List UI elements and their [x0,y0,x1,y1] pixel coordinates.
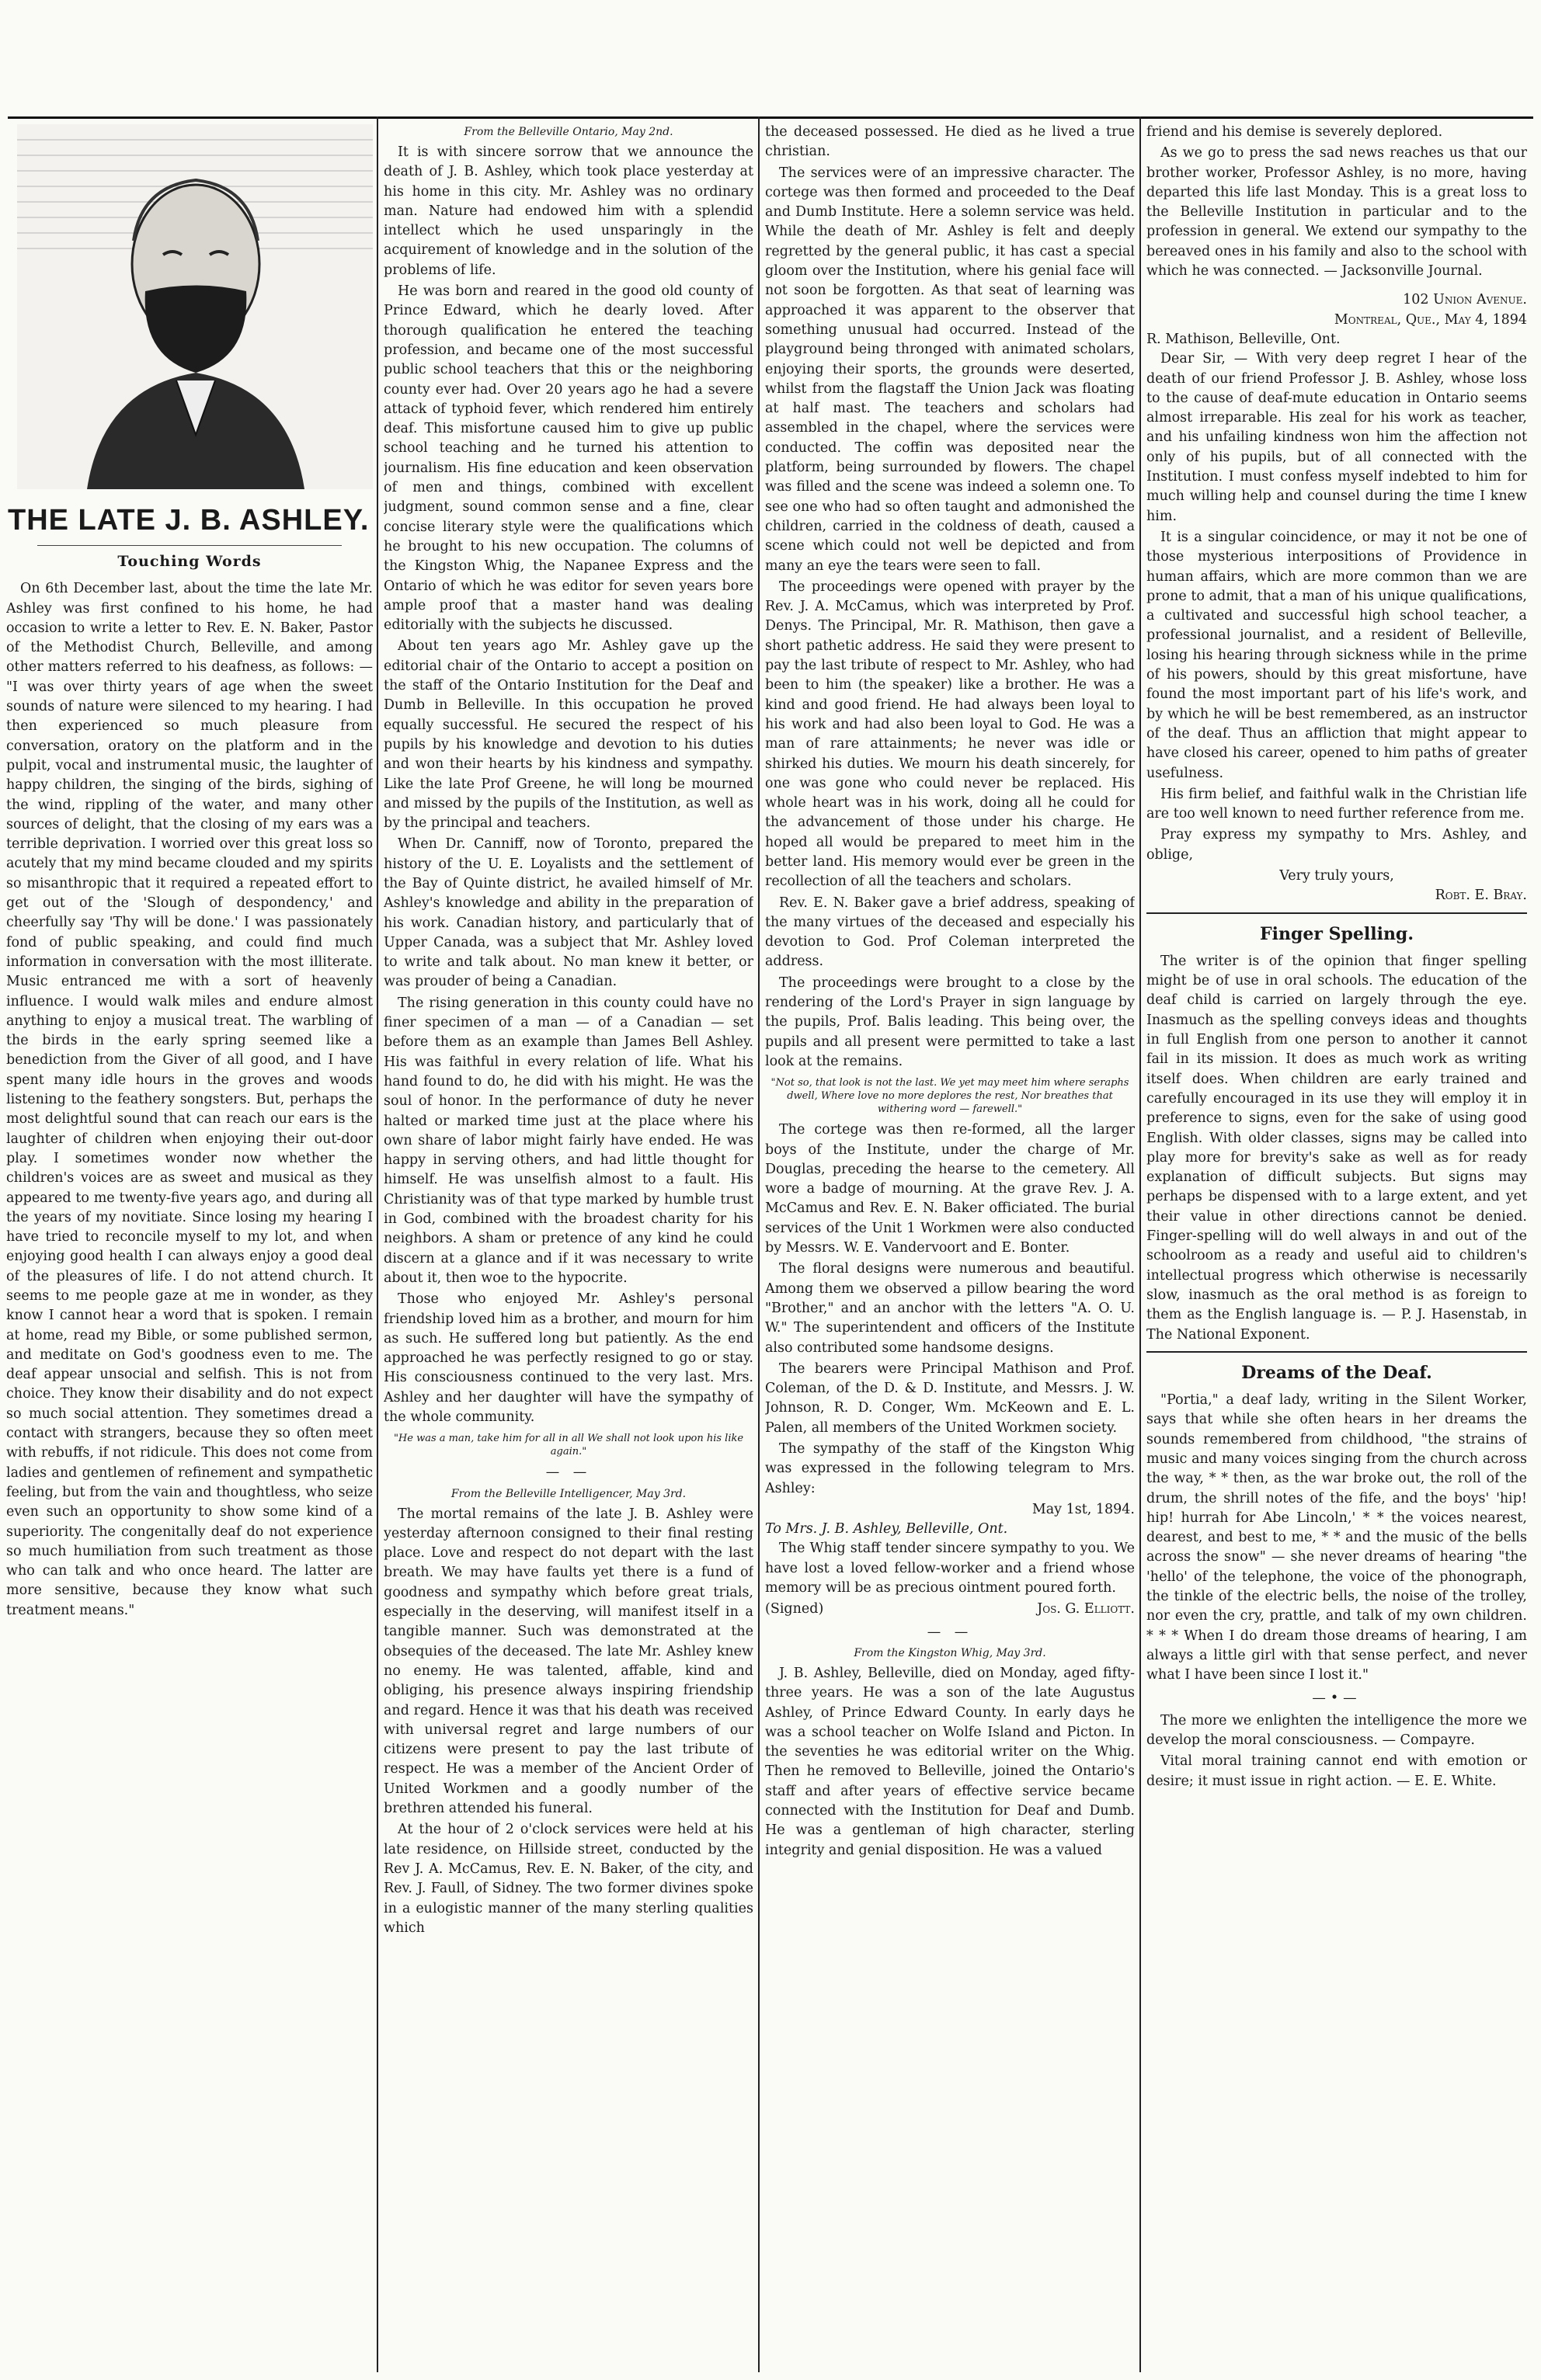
paragraph: About ten years ago Mr. Ashley gave up the editorial chair of the Ontario to accept a position on the staff of the Ontario Institution for the Deaf and Dumb in Belleville. In this occupation he proved equally successful. He secured the respect of his pupils by his knowledge and devotion to his duties and won their hearts by his kindness and sympathy. Like the late Prof Greene, he will long be mourned and missed by the pupils of the Institution, as well as by the principal and teachers. [384,638,753,832]
paragraph: J. B. Ashley, Belleville, died on Monday, aged fifty-three years. He was a son of the late Augustus Ashley, of Prince Edward County. In early days he was a school teacher on Wolfe Island and Picton. In the seventies he was editorial writer on the Whig. Then he removed to Belleville, joined the Ontario's staff and after years of effective service became connected with the Institution for Deaf and Dumb. He was a gentleman of high character, sterling integrity and genial disposition. He was a valued [765,1665,1135,1858]
paragraph: When Dr. Canniff, now of Toronto, prepared the history of the U. E. Loyalists and the settlement of the Bay of Quinte district, he availed himself of Mr. Ashley's knowledge and ability in the preparation of his work. Canadian history, and particularly that of Upper Canada, was a subject that Mr. Ashley loved to write and talk about. No man knew it better, or was prouder of being a Canadian. [384,836,753,990]
paragraph: Rev. E. N. Baker gave a brief address, speaking of the many virtues of the deceased and especially his devotion to God. Prof Coleman interpreted the address. [765,895,1135,970]
telegram-body: The Whig staff tender sincere sympathy to you. We have lost a loved fellow-worker and a friend whose memory will be as precious ointment poured forth. [765,1541,1135,1597]
divider: — — [927,1624,973,1640]
letter-place-date: Montreal, Que., May 4, 1894 [1334,311,1527,328]
paragraph: The proceedings were opened with prayer by the Rev. J. A. McCamus, which was interpreted by Prof. Denys. The Principal, Mr. R. Mathison, then gave a short pathetic address. He said they were present to pay the last tribute of respect to Mr. Ashley, who had been to him (the speaker) like a brother. He was a kind and good friend. He had always been loyal to his work and had also been loyal to God. He was a man of rare attainments; he never was idle or shirked his duties. We mourn his death sincerely, for one was gone who could never be replaced. His whole heart was in his work, doing all he could for the advancement of those under his charge. He hoped all would be prepared to meet him in the better land. His memory would ever be green in the recollection of all the teachers and scholars. [765,578,1135,890]
divider: —•— [1312,1690,1362,1706]
paragraph: Pray express my sympathy to Mrs. Ashley, and oblige, [1146,827,1527,863]
paragraph: As we go to press the sad news reaches us that our brother worker, Professor Ashley, is no more, having departed this life last Monday. This is a great loss to the Belleville Institution in particular and to the profession in general. We extend our sympathy to the bereaved ones in his family and also to the school with which he was connected. — Jacksonville Journal. [1146,145,1527,280]
top-rule [8,116,1533,119]
telegram-date: May 1st, 1894. [1031,1501,1135,1517]
paragraph: The writer is of the opinion that finger spelling might be of use in oral schools. The education of the deaf child is carried on largely through the eye. Inasmuch as the spelling conveys ideas and thoughts in full English from one person to another it cannot fail in its mission. It does as much work as writing itself does. When children are early trained and carefully encouraged in its use they will employ it in preference to signs, even for the sake of using good English. With older classes, signs may be called into play more for brevity's sake as well as for ready explanation of difficult subjects. But signs may perhaps be dispensed with to a large extent, and yet their value in other directions cannot be denied. Finger-spelling will do well always in and out of the schoolroom as a ready and useful aid to children's intellectual progress which otherwise is necessarily slow, inasmuch as the oral method is as foreign to them as the English language is. — P. J. Hasenstab, in The National Exponent. [1146,953,1527,1343]
telegram-signature [765,1600,1135,1619]
letter-recipient: R. Mathison, Belleville, Ont. [1146,331,1341,347]
paragraph: The services were of an impressive character. The cortege was then formed and proceeded to the Deaf and Dumb Institute. Here a solemn service was held. While the death of Mr. Ashley is felt and deeply regretted by the general public, it has cast a special gloom over the Institution, where his genial face will not soon be forgotten. As that seat of learning was approached it was apparent to the observer that something unusual had occurred. Instead of the playground being thronged with animated scholars, enjoying their sports, the grounds were deserted, whilst from the flagstaff the Union Jack was floating at half mast. The teachers and scholars had assembled in the chapel, where the services were conducted. The coffin was deposited near the platform, being surrounded by flowers. The chapel was filled and the scene was indeed a solemn one. To see one who had so often taught and admonished the children, carried in the coldness of death, caused a scene which could not well be depicted and from many an eye the tears were seen to fall. [765,165,1135,574]
paragraph: On 6th December last, about the time the late Mr. Ashley was first confined to his home, he had occasion to write a letter to Rev. E. N. Baker, Pastor of the Methodist Church, Belleville, and among other matters referred to his deafness, as follows: — "I was over thirty years of age when the sweet sounds of nature were silenced to my hearing. I had then experienced so much pleasure from conversation, oratory on the platform and in the pulpit, vocal and instrumental music, the laughter of happy children, the singing of the birds, sighing of the wind, rippling of the water, and many other sources of delight, that the closing of my ears was a terrible deprivation. I worried over this great loss so acutely that my mind became clouded and my spirits so misanthropic that it required a repeated effort to get out of the 'Slough of despondency,' and cheerfully say 'Thy will be done.' I was passionately fond of public speaking, and could find much information in conversation with the most illiterate. Music entranced me with a sort of heavenly influence. I would walk miles and endure almost anything to enjoy a musical treat. The warbling of the birds in the early spring seemed like a benediction from the Giver of all good, and I have spent many idle hours in the groves and woods listening to the feathery songsters. But, perhaps the most delightful sound that can reach our ears is the laughter of children when enjoying their out-door play. I sometimes wonder now whether the children's voices are as sweet and musical as they appeared to me twenty-five years ago, and during all the years of my novitiate. Since losing my hearing I have tried to reconcile myself to my lot, and when enjoying good health I can always enjoy a good deal of the pleasures of life. I do not attend church. It seems to me people gaze at me in wonder, as they know I cannot hear a word that is spoken. I remain at home, read my Bible, or some published sermon, and meditate on God's goodness even to me. The deaf appear unsocial and selfish. This is not from choice. They know their disability and do not expect so much social attention. They sometimes dread a contact with strangers, because they so often meet with rebuffs, if not ridicule. This does not come from ladies and gentlemen of refinement and sympathetic feeling, but from the vain and thoughtless, who seize even such an opportunity to show some kind of a superiority. The congenitally deaf do not experience so much humiliation from such treatment as those who can talk and who once heard. The latter are more sensitive, because they know what such treatment means." [6,581,373,1618]
portrait-image [17,124,373,489]
paragraph: "Portia," a deaf lady, writing in the Silent Worker, says that while she often hears in her dreams the sounds remembered from childhood, "the strains of music and many voices singing from the church across the way, * * then, as the war broke out, the roll of the drum, the shrill notes of the fife, and the boys' 'hip! hip! hurrah for Abe Lincoln,' * * the voices nearest, dearest, and best to me, * * and the music of the bells across the snow" — she never dreams of hearing "the 'hello' of the telephone, the voice of the phonograph, the tinkle of the electric bells, the noise of the trolley, nor even the cry, prattle, and talk of my own children. * * * When I do dream those dreams of hearing, I am always a little girl with that sense perfect, and never what I have been since I lost it." [1146,1392,1527,1683]
divider [1146,1351,1527,1353]
couplet: "He was a man, take him for all in all We shall not look upon his like again." [393,1433,744,1458]
column-4 [1146,123,1527,2375]
paragraph: It is with sincere sorrow that we announce the death of J. B. Ashley, which took place yesterday at his home in this city. Mr. Ashley was no ordinary man. Nature had endowed him with a splendid intellect which he used unsparingly in the acquirement of knowledge and in the solution of the problems of life. [384,144,753,278]
source-line: From the Kingston Whig, May 3rd. [854,1646,1046,1659]
paragraph: the deceased possessed. He died as he lived a true christian. [765,124,1135,160]
telegram-recipient: To Mrs. J. B. Ashley, Belleville, Ont. [765,1521,1008,1537]
column-1 [6,123,373,2375]
column-rule [758,116,760,2372]
heading-dreams-of-the-deaf: Dreams of the Deaf. [1241,1362,1432,1383]
paragraph: At the hour of 2 o'clock services were held at his late residence, on Hillside street, conducted by the Rev J. A. McCamus, Rev. E. N. Baker, of the city, and Rev. J. Faull, of Sidney. The two former divines spoke in a eulogistic manner of the many sterling qualities which [384,1822,753,1936]
letter-signer: Robt. E. Bray. [1435,888,1527,904]
paragraph: The rising generation in this county could have no finer specimen of a man — of a Canadian — set before them as an example than James Bell Ashley. His was faithful in every relation of life. What his hand found to do, he did with his might. He was the soul of honor. In the performance of duty he never halted or marked time just at the place where his own share of labor might fairly have ended. He was happy in serving others, and had little thought for himself. He was unselfish almost to a fault. His Christianity was of that type marked by humble trust in God, combined with the broadest charity for his neighbors. A sham or pretence of any kind he could discern at a glance and if it was necessary to write about it, then woe to the hypocrite. [384,995,753,1286]
column-3 [765,123,1135,2375]
letter-address: 102 Union Avenue. [1403,292,1527,308]
paragraph: The cortege was then re-formed, all the larger boys of the Institute, under the charge of Mr. Douglas, preceding the hearse to the cemetery. All wore a badge of mourning. At the grave Rev. J. A. McCamus and Rev. E. N. Baker officiated. The burial services of the Unit 1 Workmen were also conducted by Messrs. W. E. Vandervoort and E. Bonter. [765,1122,1135,1256]
divider [1146,912,1527,914]
letter-close: Very truly yours, [1279,867,1394,884]
column-rule [377,116,378,2372]
poem: "Not so, that look is not the last. We yet may meet him where seraphs dwell, Where love no more deplores the rest, Nor breathes that withering word — farewell." [770,1077,1129,1116]
signed-label: (Signed) [765,1601,824,1617]
portrait-caption: THE LATE J. B. ASHLEY. [8,504,370,537]
paragraph: Those who enjoyed Mr. Ashley's personal friendship loved him as a brother, and mourn for him as such. He suffered long but patiently. As the end approached he was perfectly resigned to go or stay. His consciousness continued to the very last. Mrs. Ashley and her daughter will have the sympathy of the whole community. [384,1291,753,1425]
paragraph: The bearers were Principal Mathison and Prof. Coleman, of the D. & D. Institute, and Messrs. J. W. Johnson, R. D. Conger, Wm. McKeown and E. L. Palen, all members of the United Workmen society. [765,1360,1135,1436]
portrait-engraving [17,124,373,489]
paragraph: The more we enlighten the intelligence the more we develop the moral consciousness. — Compayre. [1146,1712,1527,1749]
paragraph: It is a singular coincidence, or may it not be one of those mysterious interpositions of Providence in human affairs, which are more common than we are prone to admit, that a man of his unique qualifications, a cultivated and successful high school teacher, a professional journalist, and a resident of Belleville, losing his hearing through sickness while in the prime of his powers, should by this great misfortune, have found the most important part of his life's work, and by which he will be best remembered, as an instructor of the deaf. Thus an affliction that might appear to have closed his career, opened to him paths of greater usefulness. [1146,529,1527,781]
paragraph: Vital moral training cannot end with emotion or desire; it must issue in right action. — E. E. White. [1146,1753,1527,1789]
paragraph: He was born and reared in the good old county of Prince Edward, which he dearly loved. After thorough qualification he entered the teaching profession, and became one of the most successful public school teachers that this or the neighboring county ever had. Over 20 years ago he had a severe attack of typhoid fever, which rendered him entirely deaf. This misfortune caused him to give up public school teaching and he turned his attention to journalism. His fine education and keen observation of men and things, combined with excellent judgment, sound common sense and a fine, clear concise literary style were the qualifications which he brought to his new occupation. The columns of the Kingston Whig, the Napanee Express and the Ontario of which he was editor for seven years bore ample proof that a master hand was dealing editorially with the subjects he discussed. [384,283,753,634]
paragraph: The sympathy of the staff of the Kingston Whig was expressed in the following telegram to Mrs. Ashley: [765,1441,1135,1496]
column-rule [1139,116,1141,2372]
signer: Jos. G. Elliott. [1037,1601,1135,1617]
paragraph: His firm belief, and faithful walk in the Christian life are too well known to need further reference from me. [1146,786,1527,822]
paragraph: The floral designs were numerous and beautiful. Among them we observed a pillow bearing the word "Brother," and an anchor with the letters "A. O. U. W." The superintendent and officers of the Institute also contributed some handsome designs. [765,1261,1135,1356]
paragraph: friend and his demise is severely deplored. [1146,124,1443,140]
paragraph: The proceedings were brought to a close by the rendering of the Lord's Prayer in sign language by the pupils, Prof. Balis leading. This being over, the pupils and all present were permitted to take a last look at the remains. [765,975,1135,1069]
subheading-touching-words: Touching Words [117,553,262,570]
divider [37,545,342,546]
divider: — — [545,1464,592,1481]
column-2 [384,123,753,2375]
source-line: From the Belleville Intelligencer, May 3rd. [450,1487,687,1500]
heading-finger-spelling: Finger Spelling. [1260,923,1414,944]
source-line: From the Belleville Ontario, May 2nd. [464,126,673,138]
paragraph: The mortal remains of the late J. B. Ashley were yesterday afternoon consigned to their final resting place. Love and respect do not depart with the last breath. We may have faults yet there is a fund of goodness and sympathy which before great trials, especially in the deserving, will manifest itself in a tangible manner. Such was demonstrated at the obsequies of the deceased. The late Mr. Ashley knew no enemy. He was talented, affable, kind and obliging, his presence always inspiring friendship and regard. Hence it was that his death was received with universal regret and large numbers of our citizens were present to pay the last tribute of respect. He was a member of the Ancient Order of United Workmen and a goodly number of the brethren attended his funeral. [384,1506,753,1817]
paragraph: Dear Sir, — With very deep regret I hear of the death of our friend Professor J. B. Ashley, whose loss to the cause of deaf-mute education in Ontario seems almost irreparable. His zeal for his work as teacher, and his unfailing kindness won him the affection not only of his pupils, but of all connected with the Institution. I must confess myself indebted to him for much willing help and counsel during the time I knew him. [1146,351,1527,524]
